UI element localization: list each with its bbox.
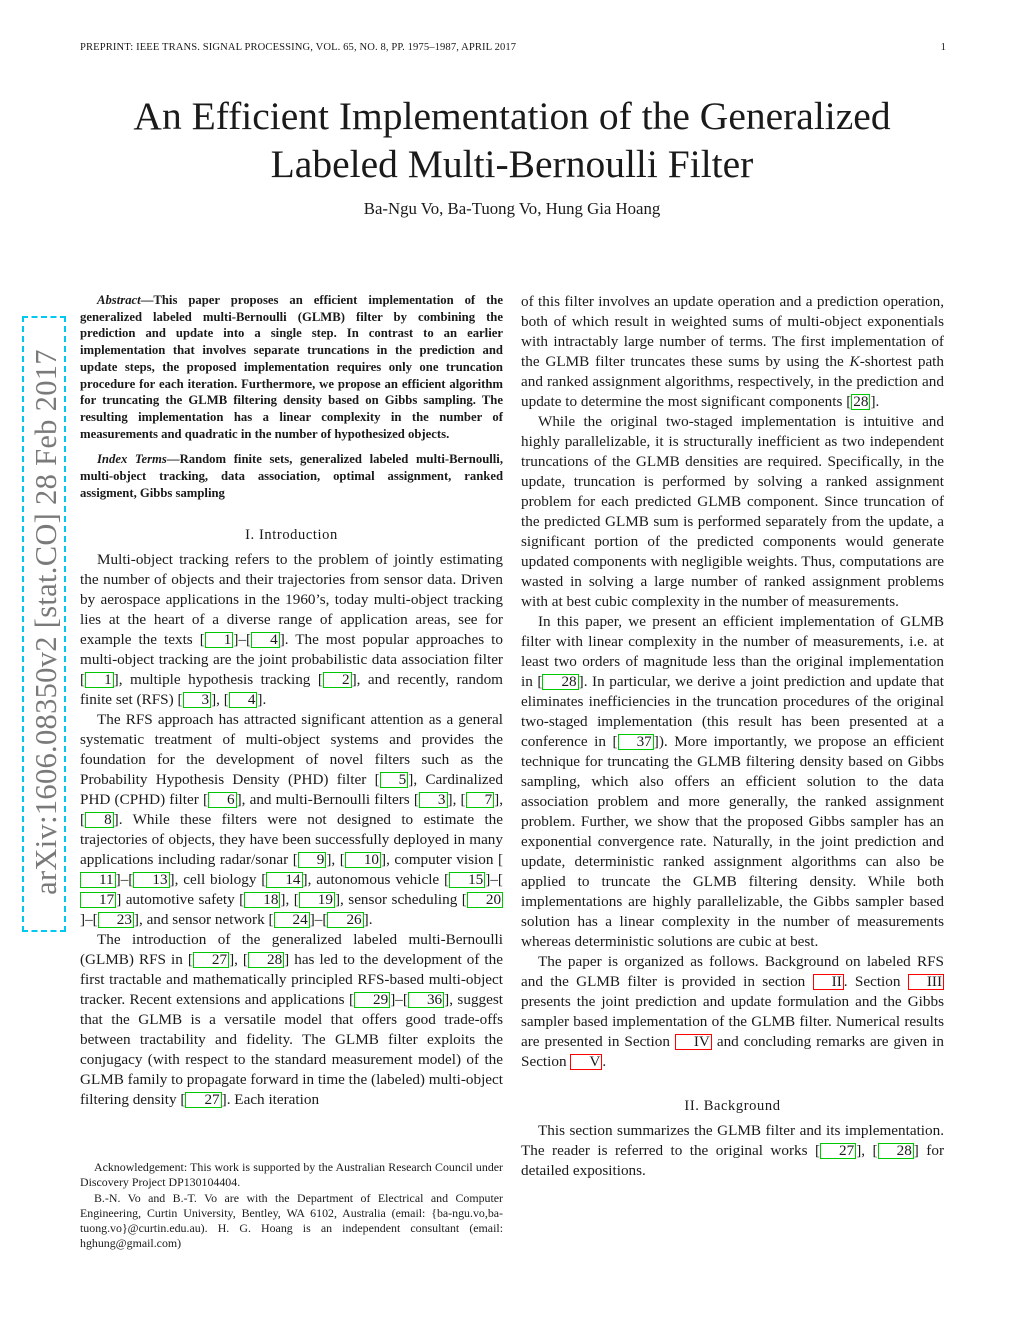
citation-link[interactable]: 14 <box>266 872 302 888</box>
citation-link[interactable]: 27 <box>193 952 229 968</box>
citation-link[interactable]: 37 <box>618 734 654 750</box>
section-ref-link[interactable]: II <box>813 974 844 990</box>
math-symbol: K <box>849 353 860 370</box>
citation-link[interactable]: 27 <box>820 1143 856 1159</box>
footnote-acknowledgement: Acknowledgement: This work is supported by the Australian Research Council under Discovery Project DP130104404. <box>80 1160 503 1189</box>
section-ref-link[interactable]: IV <box>675 1034 712 1050</box>
citation-link[interactable]: 20 <box>467 892 503 908</box>
running-head-text: PREPRINT: IEEE TRANS. SIGNAL PROCESSING, VOL. 65, NO. 8, PP. 1975–1987, APRIL 2017 <box>80 42 517 53</box>
citation-link[interactable]: 11 <box>80 872 116 888</box>
paragraph: The paper is organized as follows. Background on labeled RFS and the GLMB filter is provided in section II . Section III presents the joint prediction and update formulation and the Gibbs sampler based implementation of the GLMB filter. Numerical results are presented in Section IV and concluding remarks are given in Section V . <box>521 953 944 1070</box>
citation-link[interactable]: 8 <box>85 812 114 828</box>
citation-link[interactable]: 24 <box>274 912 310 928</box>
page-number: 1 <box>940 42 946 53</box>
citation-link[interactable]: 26 <box>327 912 363 928</box>
arxiv-stamp-text: arXiv:1606.08350v2 [stat.CO] 28 Feb 2017 <box>29 349 63 895</box>
citation-link[interactable]: 3 <box>183 692 212 708</box>
paragraph: of this filter involves an update operation and a prediction operation, both of which result in weighted sums of multi-object exponentials with intractably large number of terms. The first implementation of the GLMB filter truncates these sums by using the K-shortest path and ranked assignment algorithms, respectively, in the prediction and update to determine the most significant components [ 28 ]. <box>521 293 944 410</box>
title-line-2: Labeled Multi-Bernoulli Filter <box>270 142 754 186</box>
citation-link[interactable]: 9 <box>298 852 327 868</box>
footnote-affiliations: B.-N. Vo and B.-T. Vo are with the Department of Electrical and Computer Engineering, Curtin University, Bentley, WA 6102, Australia (email: {ba-ngu.vo,ba-tuong.vo}@curtin.edu.au). H. G. Hoang is an independent consultant (email: hghung@gmail.com) <box>80 1191 503 1250</box>
citation-link[interactable]: 7 <box>466 792 495 808</box>
section-ref-link[interactable]: V <box>570 1054 602 1070</box>
paragraph: While the original two-staged implementation is intuitive and highly parallelizable, it is structurally inefficient as two independent truncations of the GLMB densities are required. Specifically, in the update, truncation is performed by solving a ranked assignment problem for each predicted GLMB component. Since truncation of the predicted GLMB sum is performed separately from the update, a significant portion of the predicted components would generate updated components with negligible weights. Thus, computations are wasted in solving a large number of ranked assignment problems with at best cubic complexity in the number of measurements. <box>521 413 944 610</box>
citation-link[interactable]: 28 <box>248 952 284 968</box>
arxiv-stamp[interactable] <box>22 316 66 932</box>
citation-link[interactable]: 23 <box>98 912 134 928</box>
paragraph: In this paper, we present an efficient implementation of GLMB filter with linear complexity in the number of measurements, i.e. at least two orders of magnitude less than the original implementation in [ 28 ]. In particular, we derive a joint prediction and update that eliminates inefficiencies in the truncation procedures of the original two-staged implementation (this result has been presented at a conference in [ 37 ]). More importantly, we propose an efficient technique for truncating the GLMB filtering density based on Gibbs sampling, which also offers an efficient solution to the data association problem and more generally, the ranked assignment problem. Further, we show that the proposed Gibbs sampler has an exponential convergence rate. Naturally, in the joint prediction and update, deterministic ranked assignment algorithms can also be applied to truncate the GLMB filtering density. While both implementations are highly parallelizable, the Gibbs sampler based solution has a linear complexity in the number of measurements whereas deterministic solutions are cubic at best. <box>521 613 944 950</box>
citation-link[interactable]: 19 <box>299 892 335 908</box>
citation-link[interactable]: 28 <box>878 1143 914 1159</box>
citation-link[interactable]: 27 <box>185 1092 221 1108</box>
paragraph: This section summarizes the GLMB filter and its implementation. The reader is referred to the original works [ 27 ], [ 28 ] for detailed expositions. <box>521 1122 945 1179</box>
index-terms-label: Index Terms <box>97 452 167 467</box>
section-ref-link[interactable]: III <box>908 974 944 990</box>
paragraph: Multi-object tracking refers to the problem of jointly estimating the number of objects and their trajectories from sensor data. Driven by aerospace applications in the 1960’s, today multi-object tracking lies at the heart of a diverse range of application areas, see for example the texts [ 1 ]–[ 4 ]. The most popular approaches to multi-object tracking are the joint probabilistic data association filter [ 1 ], multiple hypothesis tracking [ 2 ], and recently, random finite set (RFS) [ 3 ], [ 4 ]. <box>80 551 503 709</box>
citation-link[interactable]: 4 <box>229 692 258 708</box>
citation-link[interactable]: 28 <box>542 674 578 690</box>
footnotes <box>80 1160 503 1252</box>
citation-link[interactable]: 1 <box>205 632 234 648</box>
citation-link[interactable]: 4 <box>251 632 280 648</box>
abstract-body: —This paper proposes an efficient implementation of the generalized labeled multi-Bernoulli (GLMB) filter by combining the prediction and update into a single step. In contrast to an earlier implementation that involves separate truncations in the prediction and update steps, the proposed implementation requires only one truncation procedure for each iteration. Furthermore, we propose an efficient algorithm for truncating the GLMB filtering density based on Gibbs sampling. The resulting implementation has a linear complexity in the number of measurements and quadratic in the number of hypothesized objects. <box>80 293 503 441</box>
citation-link[interactable]: 17 <box>80 892 116 908</box>
paragraph: The RFS approach has attracted significant attention as a general systematic treatment of multi-object systems and provides the foundation for the development of novel filters such as the Probability Hypothesis Density (PHD) filter [ 5 ], Cardinalized PHD (CPHD) filter [ 6 ], and multi-Bernoulli filters [ 3 ], [ 7 ], [ 8 ]. While these filters were not designed to estimate the trajectories of objects, they have been successfully deployed in many applications including radar/sonar [ 9 ], [ 10 ], computer vision [11 ]–[ 13 ], cell biology [ 14 ], autonomous vehicle [ 15 ]–[17 ] automotive safety [ 18 ], [ 19 ], sensor scheduling [ 20]–[ 23 ], and sensor network [ 24 ]–[ 26 ]. <box>80 711 504 929</box>
section-heading-background: II. Background <box>684 1098 781 1114</box>
citation-link[interactable]: 36 <box>408 992 444 1008</box>
running-header <box>80 42 946 53</box>
section-heading-introduction: I. Introduction <box>245 527 338 544</box>
citation-link[interactable]: 15 <box>449 872 485 888</box>
citation-link[interactable]: 1 <box>85 672 114 688</box>
citation-link[interactable]: 10 <box>345 852 381 868</box>
abstract-label: Abstract <box>97 293 141 307</box>
citation-link[interactable]: 29 <box>354 992 390 1008</box>
paper-title <box>60 92 964 188</box>
right-column <box>521 292 944 1181</box>
author-list: Ba-Ngu Vo, Ba-Tuong Vo, Hung Gia Hoang <box>363 199 661 218</box>
left-column <box>80 292 503 1110</box>
citation-link[interactable]: 5 <box>380 772 409 788</box>
citation-link[interactable]: 28 <box>853 393 869 410</box>
index-terms-body: —Random finite sets, generalized labeled multi-Bernoulli, multi-object tracking, data association, optimal assignment, ranked assigment, Gibbs sampling <box>80 452 503 500</box>
citation-link[interactable]: 18 <box>244 892 280 908</box>
citation-link[interactable]: 6 <box>208 792 237 808</box>
citation-link[interactable]: 13 <box>133 872 169 888</box>
index-terms <box>80 451 503 501</box>
citation-link[interactable]: 2 <box>323 672 352 688</box>
paragraph: The introduction of the generalized labeled multi-Bernoulli (GLMB) RFS in [ 27 ], [ 28 ] has led to the development of the first tractable and mathematically principled RFS-based multi-object tracker. Recent extensions and applications [ 29 ]–[ 36 ], suggest that the GLMB is a versatile model that offers good trade-offs between tractability and fidelity. The GLMB filter exploits the conjugacy (with respect to the standard measurement model) of the GLMB family to propagate forward in time the (labeled) multi-object filtering density [ 27 ]. Each iteration <box>80 931 504 1109</box>
title-line-1: An Efficient Implementation of the Generalized <box>133 94 891 138</box>
citation-link[interactable]: 3 <box>419 792 448 808</box>
abstract <box>80 292 503 442</box>
